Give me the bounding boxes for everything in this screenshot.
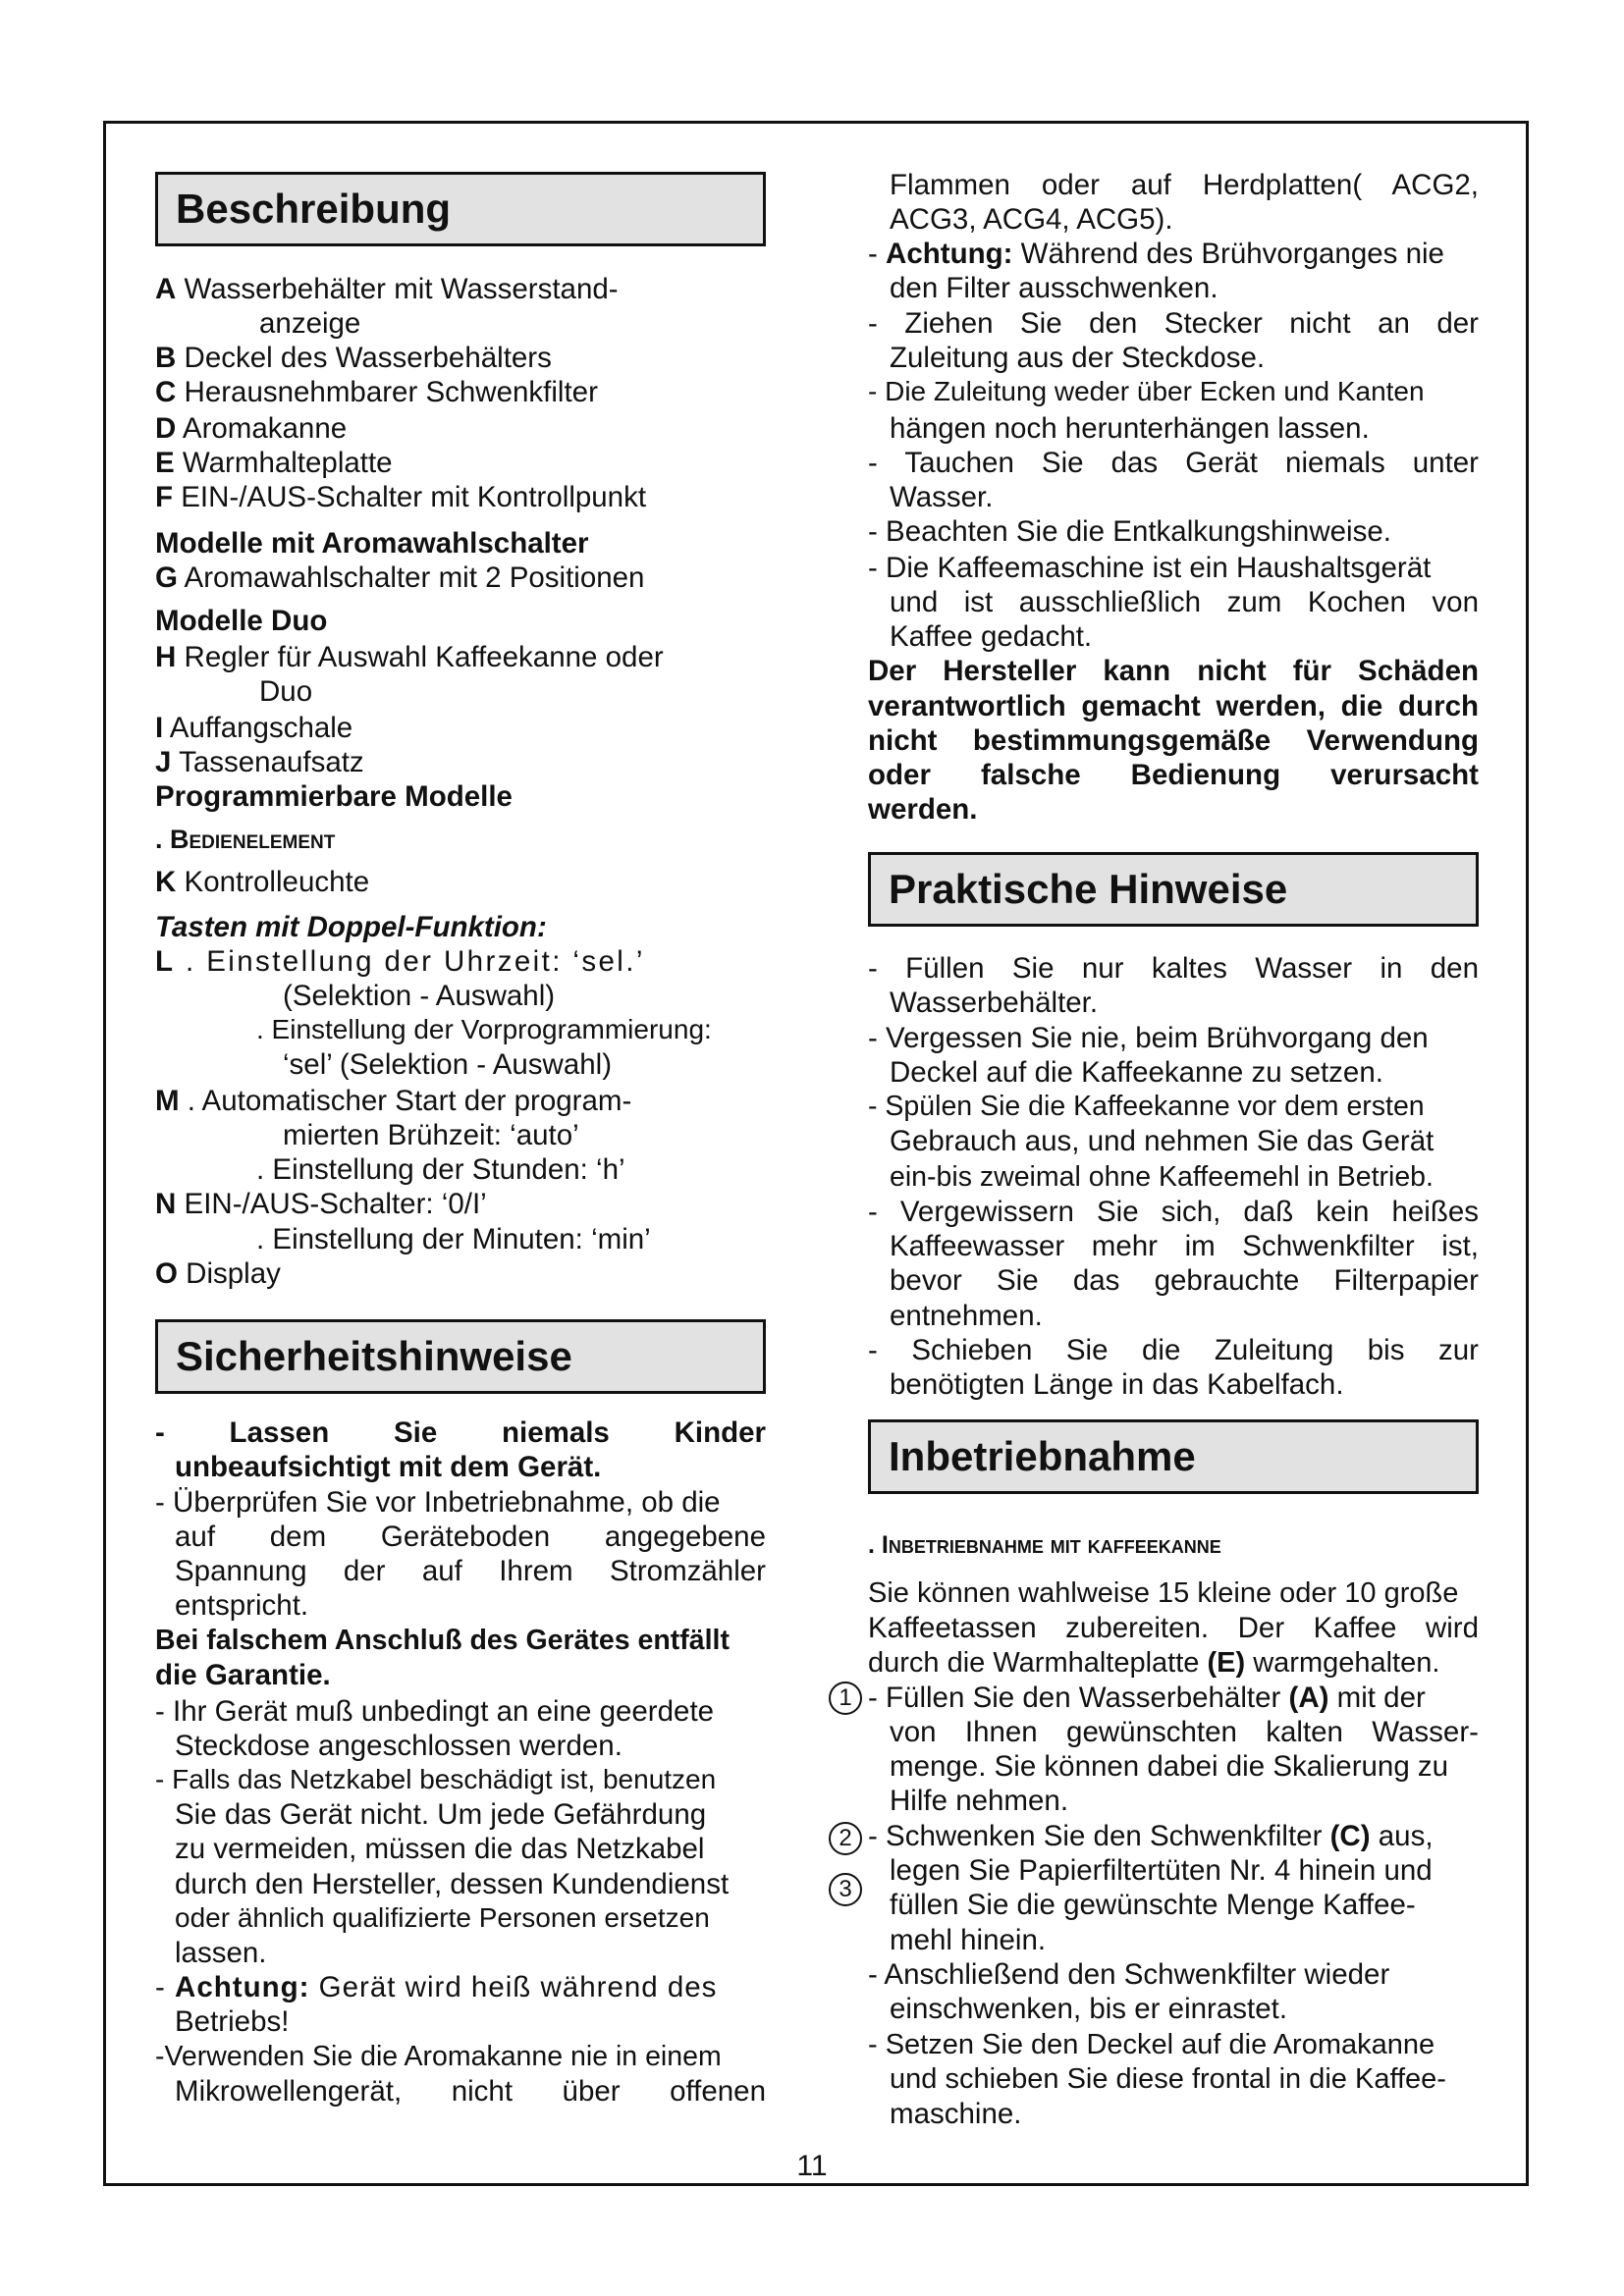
startup-line-14: - Setzen Sie den Deckel auf die Aromakanne (868, 2029, 1435, 2060)
practical-line-3: - Vergessen Sie nie, beim Brühvorgang den (868, 1022, 1429, 1054)
disclaimer-line-1: Der Hersteller kann nicht für Schäden (868, 655, 1479, 687)
section-heading-beschreibung: Beschreibung (155, 172, 766, 246)
practical-line-2: Wasserbehälter. (890, 987, 1099, 1019)
disclaimer-line-5: werden. (868, 793, 978, 826)
startup-line-5: von Ihnen gewünschten kalten Wasser- (890, 1716, 1479, 1748)
item-a: A Wasserbehälter mit Wasserstand- (155, 273, 619, 305)
safety-line-3: - Überprüfen Sie vor Inbetriebnahme, ob die (155, 1486, 721, 1519)
startup-line-2: Kaffeetassen zubereiten. Der Kaffee wird (868, 1612, 1479, 1644)
cont-line-8: hängen noch herunterhängen lassen. (890, 412, 1370, 445)
disclaimer-line-3: nicht bestimmungsgemäße Verwendung (868, 724, 1479, 757)
item-l-cont3: ‘sel’ (Selektion - Auswahl) (283, 1048, 613, 1081)
item-f: F EIN-/AUS-Schalter mit Kontrollpunkt (155, 481, 647, 513)
startup-line-4: - Füllen Sie den Wasserbehälter (A) mit der (868, 1682, 1426, 1714)
cont-line-6: Zuleitung aus der Steckdose. (890, 342, 1266, 374)
safety-line-20: Mikrowellengerät, nicht über offenen (175, 2075, 766, 2108)
startup-line-15: und schieben Sie diese frontal in die Kaffee- (890, 2063, 1446, 2095)
disclaimer-line-4: oder falsche Bedienung verursacht (868, 759, 1479, 791)
cont-line-11: - Beachten Sie die Entkalkungshinweise. (868, 515, 1391, 548)
disclaimer-line-2: verantwortlich gemacht werden, die durch (868, 690, 1479, 722)
practical-line-13: benötigten Länge in das Kabelfach. (890, 1368, 1344, 1401)
subheading-programmierbar: Programmierbare Modelle (155, 780, 513, 813)
item-l: L . Einstellung der Uhrzeit: ‘sel.’ (155, 945, 645, 978)
subheading-tasten: Tasten mit Doppel-Funktion: (155, 911, 547, 943)
cont-line-10: Wasser. (890, 481, 994, 513)
safety-line-1: - Lassen Sie niemals Kinder (155, 1416, 766, 1449)
section-heading-inbetriebnahme: Inbetriebnahme (868, 1419, 1479, 1494)
cont-line-14: Kaffee gedacht. (890, 620, 1093, 653)
section-heading-praktische-hinweise: Praktische Hinweise (868, 852, 1479, 927)
item-l-cont2: . Einstellung der Vorprogrammierung: (256, 1014, 712, 1044)
startup-line-3: durch die Warmhalteplatte (E) warmgehalten. (868, 1647, 1440, 1679)
safety-warning-1: Bei falschem Anschluß des Gerätes entfällt (155, 1625, 730, 1656)
subheading-inbetriebnahme-kaffeekanne: . Inbetriebnahme mit kaffeekanne (868, 1531, 1221, 1559)
safety-line-19: -Verwenden Sie die Aromakanne nie in einem (155, 2041, 722, 2072)
practical-line-12: - Schieben Sie die Zuleitung bis zur (868, 1334, 1479, 1366)
safety-line-5: Spannung der auf Ihrem Stromzähler (175, 1555, 766, 1587)
subheading-bedienelement: . Bedienelement (155, 825, 336, 854)
safety-line-6: entspricht. (175, 1589, 309, 1622)
startup-line-9: legen Sie Papierfiltertüten Nr. 4 hinein und (890, 1854, 1433, 1887)
safety-line-10: Steckdose angeschlossen werden. (175, 1730, 623, 1762)
item-g: G Aromawahlschalter mit 2 Positionen (155, 561, 645, 594)
startup-line-12: - Anschließend den Schwenkfilter wieder (868, 1958, 1390, 1991)
startup-line-8: - Schwenken Sie den Schwenkfilter (C) aus, (868, 1820, 1434, 1852)
safety-line-18: Betriebs! (175, 2005, 290, 2038)
item-c: C Herausnehmbarer Schwenkfilter (155, 376, 598, 408)
item-i: I Auffangschale (155, 712, 353, 744)
item-n: N EIN-/AUS-Schalter: ‘0/I’ (155, 1188, 487, 1220)
practical-line-1: - Füllen Sie nur kaltes Wasser in den (868, 952, 1479, 985)
safety-line-9: - Ihr Gerät muß unbedingt an eine geerdete (155, 1695, 715, 1728)
item-a-cont: anzeige (259, 307, 361, 340)
safety-line-16: lassen. (175, 1937, 267, 1969)
safety-line-15: oder ähnlich qualifizierte Personen ersetzen (175, 1902, 710, 1933)
startup-line-1: Sie können wahlweise 15 kleine oder 10 große (868, 1577, 1459, 1609)
cont-line-9: - Tauchen Sie das Gerät niemals unter (868, 447, 1479, 479)
item-h-cont: Duo (259, 675, 313, 708)
safety-line-17: - Achtung: Gerät wird heiß während des (155, 1971, 718, 2003)
step-number-3: 3 (829, 1873, 862, 1906)
cont-line-3: - Achtung: Während des Brühvorganges nie (868, 238, 1444, 270)
practical-line-10: bevor Sie das gebrauchte Filterpapier (890, 1264, 1479, 1297)
cont-line-2: ACG3, ACG4, ACG5). (890, 203, 1173, 236)
cont-line-4: den Filter ausschwenken. (890, 272, 1218, 304)
practical-line-9: Kaffeewasser mehr im Schwenkfilter ist, (890, 1230, 1479, 1262)
item-e: E Warmhalteplatte (155, 447, 393, 479)
item-d: D Aromakanne (155, 412, 348, 445)
item-j: J Tassenaufsatz (155, 746, 364, 778)
safety-line-4: auf dem Geräteboden angegebene (175, 1521, 766, 1553)
item-m: M . Automatischer Start der program- (155, 1085, 632, 1117)
safety-warning-2: die Garantie. (155, 1659, 331, 1691)
cont-line-5: - Ziehen Sie den Stecker nicht an der (868, 307, 1479, 340)
item-m-cont2: . Einstellung der Stunden: ‘h’ (256, 1153, 625, 1186)
item-o: O Display (155, 1257, 281, 1290)
startup-line-13: einschwenken, bis er einrastet. (890, 1993, 1288, 2025)
safety-line-12: Sie das Gerät nicht. Um jede Gefährdung (175, 1798, 707, 1831)
safety-line-11: - Falls das Netzkabel beschädigt ist, benutzen (155, 1764, 717, 1794)
safety-line-13: zu vermeiden, müssen die das Netzkabel (175, 1833, 705, 1865)
cont-line-7: - Die Zuleitung weder über Ecken und Kanten (868, 376, 1425, 406)
item-k: K Kontrolleuchte (155, 866, 370, 898)
item-h: H Regler für Auswahl Kaffeekanne oder (155, 641, 664, 673)
practical-line-7: ein-bis zweimal ohne Kaffeemehl in Betrieb. (890, 1161, 1434, 1193)
startup-line-10: füllen Sie die gewünschte Menge Kaffee- (890, 1889, 1416, 1921)
item-m-cont1: mierten Brühzeit: ‘auto’ (283, 1119, 579, 1151)
cont-line-13: und ist ausschließlich zum Kochen von (890, 586, 1479, 618)
startup-line-7: Hilfe nehmen. (890, 1785, 1069, 1817)
safety-line-2: unbeaufsichtigt mit dem Gerät. (175, 1451, 602, 1483)
section-heading-sicherheitshinweise: Sicherheitshinweise (155, 1319, 766, 1394)
startup-line-6: menge. Sie können dabei die Skalierung zu (890, 1750, 1449, 1783)
step-number-2: 2 (829, 1822, 862, 1855)
practical-line-6: Gebrauch aus, und nehmen Sie das Gerät (890, 1125, 1435, 1157)
subheading-aromawahl: Modelle mit Aromawahlschalter (155, 527, 589, 560)
safety-line-14: durch den Hersteller, dessen Kundendienst (175, 1868, 730, 1900)
item-b: B Deckel des Wasserbehälters (155, 342, 552, 374)
subheading-duo: Modelle Duo (155, 605, 328, 637)
item-n-cont: . Einstellung der Minuten: ‘min’ (256, 1223, 651, 1255)
practical-line-11: entnehmen. (890, 1300, 1043, 1332)
startup-line-11: mehl hinein. (890, 1924, 1047, 1956)
cont-line-1: Flammen oder auf Herdplatten( ACG2, (890, 169, 1479, 201)
page-number: 11 (796, 2150, 828, 2182)
practical-line-5: - Spülen Sie die Kaffeekanne vor dem ersten (868, 1091, 1425, 1122)
practical-line-8: - Vergewissern Sie sich, daß kein heißes (868, 1196, 1479, 1228)
practical-line-4: Deckel auf die Kaffeekanne zu setzen. (890, 1056, 1383, 1089)
startup-line-16: maschine. (890, 2098, 1022, 2130)
cont-line-12: - Die Kaffeemaschine ist ein Haushaltsgerät (868, 552, 1432, 584)
step-number-1: 1 (829, 1682, 862, 1715)
item-l-cont1: (Selektion - Auswahl) (283, 980, 556, 1012)
